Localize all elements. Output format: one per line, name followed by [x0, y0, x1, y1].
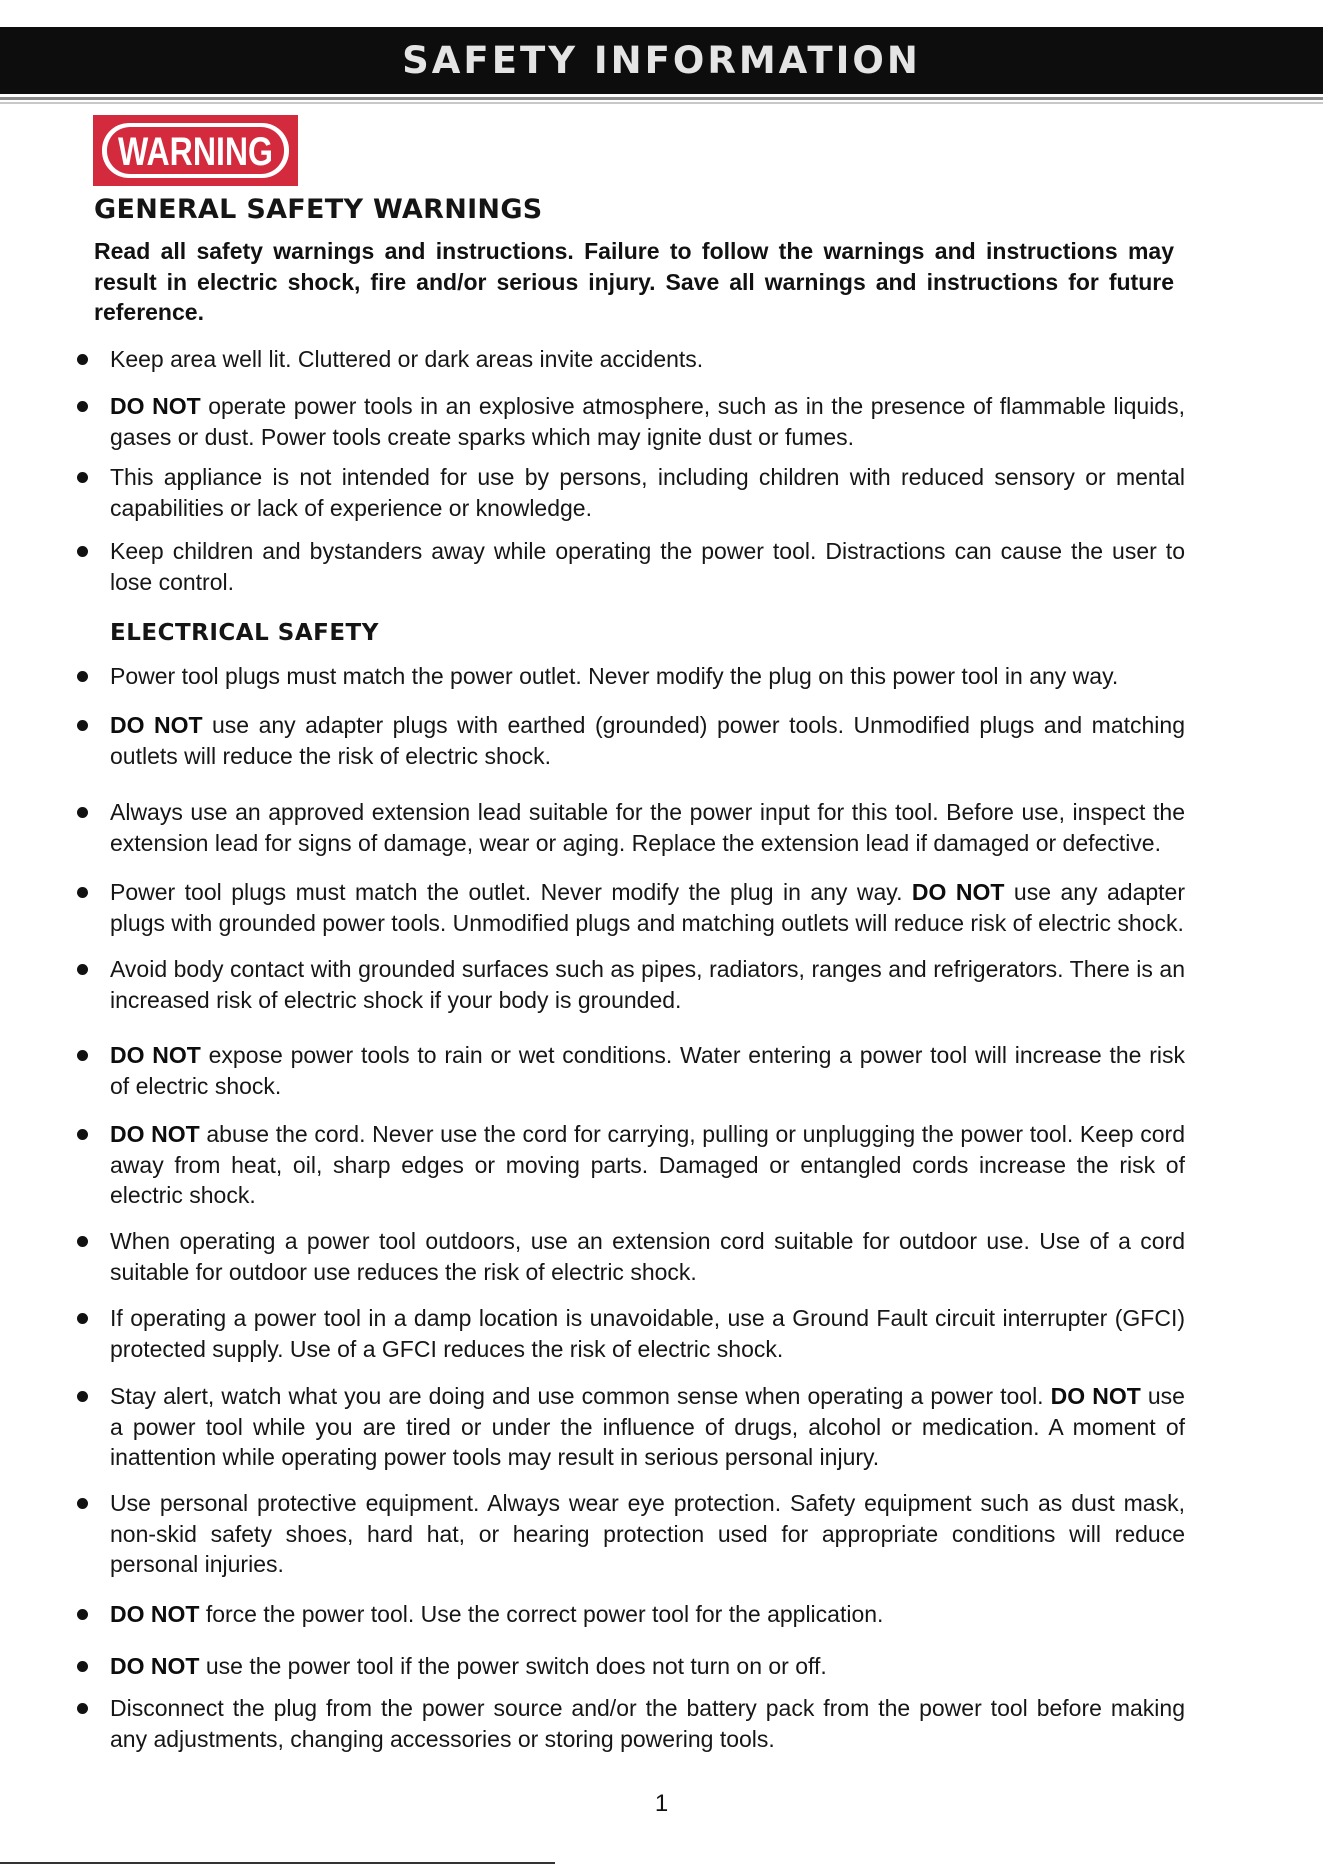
list-item: DO NOT use the power tool if the power switch does not turn on or off.: [110, 1651, 1185, 1682]
list-item: DO NOT force the power tool. Use the correct power tool for the application.: [110, 1599, 1185, 1630]
warning-badge-text: WARNING: [118, 130, 273, 174]
list-item: DO NOT expose power tools to rain or wet conditions. Water entering a power tool will increase the risk of electric shock.: [110, 1040, 1185, 1101]
electrical-safety-heading: ELECTRICAL SAFETY: [110, 620, 379, 646]
list-item: DO NOT operate power tools in an explosive atmosphere, such as in the presence of flammable liquids, gases or dust. Power tools create sparks which may ignite dust or fumes.: [110, 391, 1185, 452]
list-item: Keep children and bystanders away while operating the power tool. Distractions can cause the user to lose control.: [110, 536, 1185, 597]
list-item: If operating a power tool in a damp location is unavoidable, use a Ground Fault circuit interrupter (GFCI) protected supply. Use of a GFCI reduces the risk of electric shock.: [110, 1303, 1185, 1364]
list-item: Keep area well lit. Cluttered or dark areas invite accidents.: [110, 344, 1185, 375]
list-item: This appliance is not intended for use by persons, including children with reduced sensory or mental capabilities or lack of experience or knowledge.: [110, 462, 1185, 523]
header-divider-thin: [0, 102, 1323, 104]
header-title: SAFETY INFORMATION: [402, 39, 921, 82]
list-item: Avoid body contact with grounded surfaces such as pipes, radiators, ranges and refrigerators. There is an increased risk of electric shock if your body is grounded.: [110, 954, 1185, 1015]
list-item: Power tool plugs must match the power outlet. Never modify the plug on this power tool in any way.: [110, 661, 1185, 692]
general-safety-intro: Read all safety warnings and instructions. Failure to follow the warnings and instructions may result in electric shock, fire and/or serious injury. Save all warnings and instructions for future reference.: [94, 238, 1174, 325]
warning-badge: [93, 115, 298, 186]
list-item: Power tool plugs must match the outlet. Never modify the plug in any way. DO NOT use any adapter plugs with grounded power tools. Unmodified plugs and matching outlets will reduce risk of electric shock.: [110, 877, 1185, 938]
list-item: Always use an approved extension lead suitable for the power input for this tool. Before use, inspect the extension lead for signs of damage, wear or aging. Replace the extension lead if damaged or defective.: [110, 797, 1185, 858]
list-item: Stay alert, watch what you are doing and use common sense when operating a power tool. DO NOT use a power tool while you are tired or under the influence of drugs, alcohol or medication. A moment of inattention while operating power tools may result in serious personal injury.: [110, 1381, 1185, 1473]
list-item: DO NOT use any adapter plugs with earthed (grounded) power tools. Unmodified plugs and matching outlets will reduce the risk of electric shock.: [110, 710, 1185, 771]
page-number: 1: [654, 1790, 669, 1817]
general-safety-heading: GENERAL SAFETY WARNINGS: [94, 194, 543, 225]
page-header: [0, 27, 1323, 94]
footer-divider: [0, 1862, 555, 1864]
header-divider: [0, 97, 1323, 100]
list-item: When operating a power tool outdoors, use an extension cord suitable for outdoor use. Use of a cord suitable for outdoor use reduces the risk of electric shock.: [110, 1226, 1185, 1287]
list-item: Use personal protective equipment. Always wear eye protection. Safety equipment such as dust mask, non-skid safety shoes, hard hat, or hearing protection used for appropriate conditions will reduce personal injuries.: [110, 1488, 1185, 1580]
list-item: DO NOT abuse the cord. Never use the cord for carrying, pulling or unplugging the power tool. Keep cord away from heat, oil, sharp edges or moving parts. Damaged or entangled cords increase the risk of electric shock.: [110, 1119, 1185, 1211]
list-item: Disconnect the plug from the power source and/or the battery pack from the power tool before making any adjustments, changing accessories or storing powering tools.: [110, 1693, 1185, 1754]
